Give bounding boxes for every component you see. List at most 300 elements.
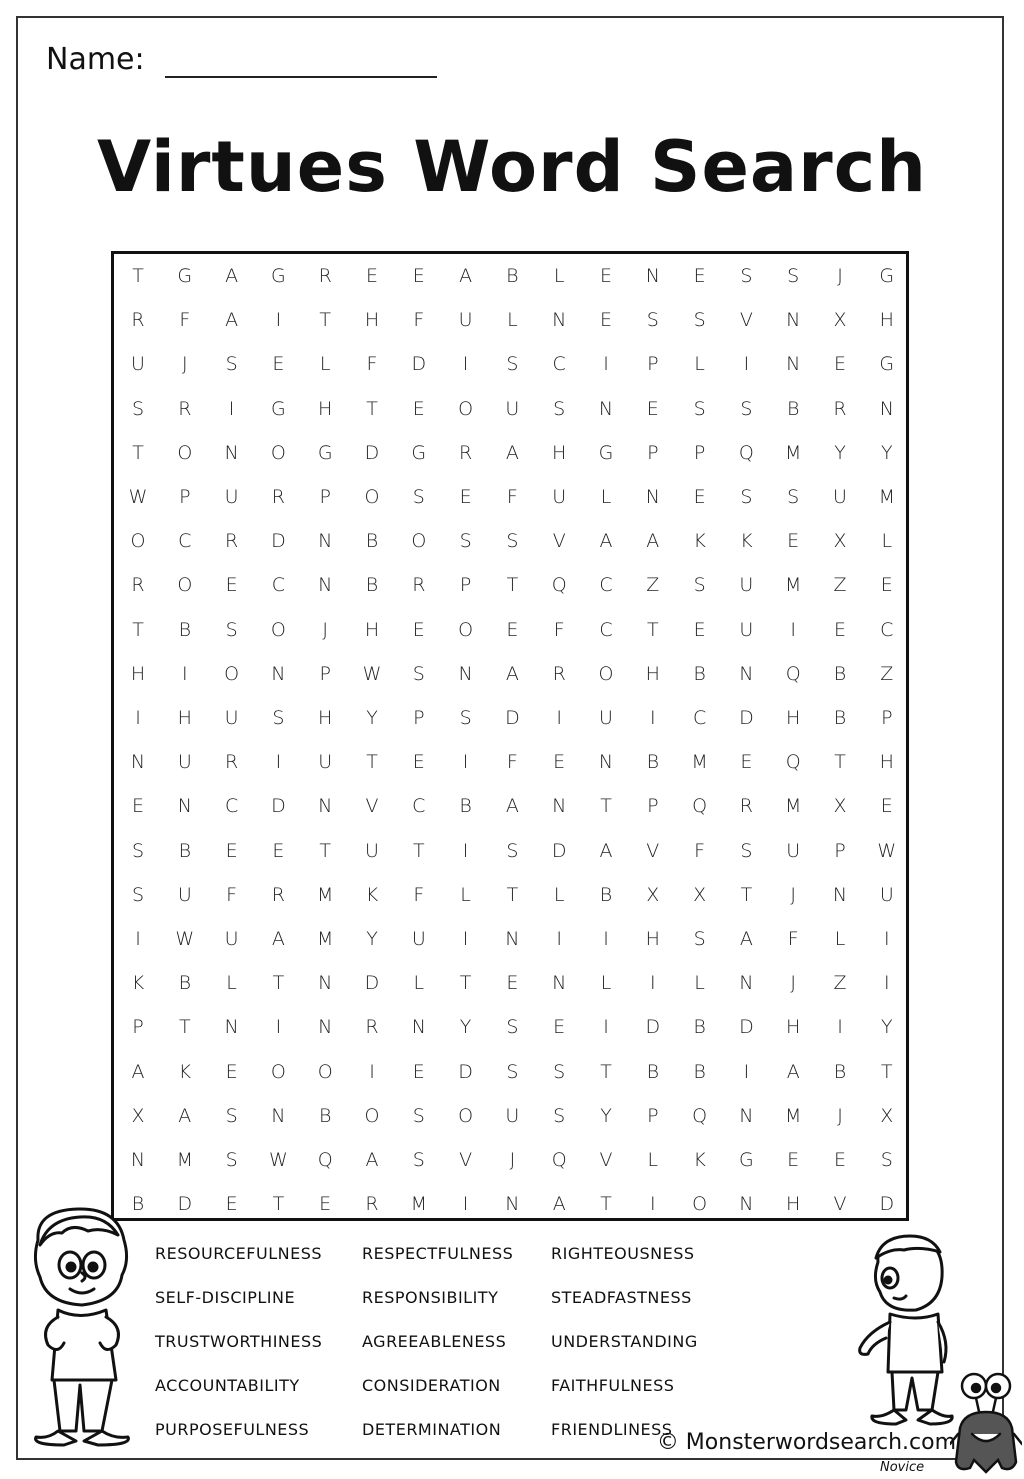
grid-letter[interactable]: T (272, 972, 285, 995)
grid-letter[interactable]: I (649, 1193, 656, 1216)
grid-letter[interactable]: X (833, 530, 847, 553)
grid-letter[interactable]: D (645, 1016, 661, 1039)
grid-letter[interactable]: J (322, 618, 328, 641)
grid-letter[interactable]: A (225, 309, 239, 332)
grid-letter[interactable]: N (598, 397, 614, 420)
grid-letter[interactable]: X (880, 1104, 894, 1127)
grid-letter[interactable]: A (365, 1149, 379, 1171)
grid-letter[interactable]: E (365, 265, 378, 287)
grid-letter[interactable]: S (740, 397, 753, 420)
grid-letter[interactable]: A (178, 1104, 192, 1127)
grid-letter[interactable]: V (739, 309, 753, 332)
grid-letter[interactable]: E (880, 574, 893, 597)
grid-letter[interactable]: Q (785, 662, 801, 685)
grid-letter[interactable]: C (224, 795, 239, 818)
grid-letter[interactable]: E (272, 353, 285, 376)
grid-letter[interactable]: X (833, 795, 847, 818)
grid-letter[interactable]: H (786, 1193, 801, 1216)
grid-letter[interactable]: T (834, 751, 846, 774)
grid-letter[interactable]: N (458, 662, 473, 685)
grid-letter[interactable]: Y (366, 928, 378, 950)
grid-letter[interactable]: T (178, 1016, 191, 1039)
grid-letter[interactable]: X (646, 883, 660, 906)
grid-letter[interactable]: B (833, 1060, 847, 1083)
grid-letter[interactable]: E (693, 486, 706, 508)
grid-letter[interactable]: N (318, 574, 333, 597)
grid-letter[interactable]: N (271, 662, 286, 685)
grid-letter[interactable]: S (506, 1016, 519, 1039)
grid-letter[interactable]: N (552, 972, 567, 995)
grid-letter[interactable]: E (833, 618, 846, 641)
grid-letter[interactable]: T (740, 883, 753, 906)
grid-letter[interactable]: P (132, 1016, 144, 1039)
grid-letter[interactable]: N (552, 795, 567, 818)
grid-letter[interactable]: R (271, 486, 285, 508)
grid-letter[interactable]: D (739, 1016, 754, 1039)
grid-letter[interactable]: A (599, 530, 613, 553)
grid-letter[interactable]: B (178, 618, 192, 641)
grid-letter[interactable]: E (225, 839, 238, 862)
grid-letter[interactable]: N (739, 972, 754, 995)
grid-letter[interactable]: B (365, 530, 379, 553)
grid-letter[interactable]: S (412, 1104, 425, 1127)
grid-letter[interactable]: I (603, 928, 609, 950)
grid-letter[interactable]: L (834, 928, 846, 950)
grid-letter[interactable]: B (786, 397, 800, 420)
grid-letter[interactable]: S (693, 397, 706, 420)
grid-letter[interactable]: B (833, 707, 847, 729)
grid-letter[interactable]: N (552, 309, 567, 332)
grid-letter[interactable]: H (130, 662, 146, 685)
grid-letter[interactable]: E (412, 751, 425, 774)
grid-letter[interactable]: J (790, 972, 796, 995)
grid-letter[interactable]: U (739, 618, 754, 641)
grid-letter[interactable]: U (552, 486, 567, 508)
grid-letter[interactable]: F (553, 618, 565, 641)
grid-letter[interactable]: Y (366, 707, 378, 729)
grid-letter[interactable]: H (879, 751, 894, 774)
grid-letter[interactable]: N (645, 265, 660, 287)
grid-letter[interactable]: I (556, 928, 562, 950)
grid-letter[interactable]: L (507, 309, 518, 332)
grid-letter[interactable]: N (832, 883, 848, 906)
grid-letter[interactable]: S (880, 1149, 893, 1171)
grid-letter[interactable]: V (459, 1149, 473, 1171)
grid-letter[interactable]: N (505, 928, 520, 950)
grid-letter[interactable]: U (224, 486, 239, 508)
grid-letter[interactable]: E (693, 265, 706, 287)
grid-letter[interactable]: L (694, 972, 705, 995)
grid-letter[interactable]: E (225, 1193, 238, 1216)
grid-letter[interactable]: H (318, 707, 333, 729)
grid-letter[interactable]: S (553, 397, 566, 420)
grid-letter[interactable]: N (224, 1016, 239, 1039)
grid-letter[interactable]: R (178, 397, 192, 420)
grid-letter[interactable]: P (179, 486, 191, 508)
grid-letter[interactable]: S (693, 928, 706, 950)
grid-letter[interactable]: M (316, 928, 334, 950)
grid-letter[interactable]: S (459, 530, 472, 553)
grid-letter[interactable]: T (366, 751, 378, 774)
grid-letter[interactable]: B (833, 662, 847, 685)
grid-letter[interactable]: G (411, 441, 427, 464)
grid-letter[interactable]: H (879, 309, 894, 332)
grid-letter[interactable]: D (505, 707, 520, 729)
grid-letter[interactable]: O (270, 1060, 286, 1083)
grid-letter[interactable]: E (833, 353, 846, 376)
grid-letter[interactable]: R (412, 574, 426, 597)
grid-letter[interactable]: R (131, 309, 145, 332)
grid-letter[interactable]: I (228, 397, 235, 420)
grid-letter[interactable]: S (272, 707, 285, 729)
grid-letter[interactable]: Y (834, 441, 846, 464)
grid-letter[interactable]: Z (646, 574, 660, 597)
grid-letter[interactable]: E (225, 574, 238, 597)
grid-letter[interactable]: S (131, 883, 145, 906)
grid-letter[interactable]: N (224, 441, 239, 464)
grid-letter[interactable]: N (645, 486, 660, 508)
grid-letter[interactable]: G (317, 441, 333, 464)
grid-letter[interactable]: S (131, 839, 145, 862)
grid-letter[interactable]: T (506, 883, 519, 906)
grid-letter[interactable]: G (271, 265, 286, 287)
grid-letter[interactable]: H (318, 397, 333, 420)
grid-letter[interactable]: N (411, 1016, 426, 1039)
grid-letter[interactable]: N (318, 972, 333, 995)
grid-letter[interactable]: B (693, 1016, 706, 1039)
grid-letter[interactable]: M (176, 1149, 193, 1171)
name-field[interactable] (165, 76, 437, 78)
grid-letter[interactable]: E (599, 265, 612, 287)
grid-letter[interactable]: P (647, 1104, 659, 1127)
grid-letter[interactable]: G (879, 353, 895, 376)
grid-letter[interactable]: M (784, 441, 802, 464)
grid-letter[interactable]: Q (692, 1104, 708, 1127)
grid-letter[interactable]: M (784, 574, 802, 597)
grid-letter[interactable]: T (132, 265, 144, 287)
grid-letter[interactable]: Y (880, 441, 893, 464)
grid-letter[interactable]: T (366, 397, 378, 420)
grid-letter[interactable]: U (505, 397, 520, 420)
grid-letter[interactable]: I (181, 662, 188, 685)
grid-letter[interactable]: O (364, 1104, 380, 1127)
grid-letter[interactable]: Q (692, 795, 708, 818)
grid-letter[interactable]: N (739, 662, 754, 685)
grid-letter[interactable]: S (693, 574, 706, 597)
grid-letter[interactable]: S (459, 707, 472, 729)
grid-letter[interactable]: S (740, 486, 753, 508)
grid-letter[interactable]: C (178, 530, 192, 553)
grid-letter[interactable]: H (645, 662, 660, 685)
grid-letter[interactable]: I (649, 972, 656, 995)
grid-letter[interactable]: G (271, 397, 286, 420)
grid-letter[interactable]: S (646, 309, 659, 332)
grid-letter[interactable]: L (553, 265, 565, 287)
grid-letter[interactable]: U (177, 751, 192, 774)
grid-letter[interactable]: E (412, 397, 425, 420)
grid-letter[interactable]: A (739, 928, 753, 950)
grid-letter[interactable]: N (739, 1104, 754, 1127)
grid-letter[interactable]: F (366, 353, 378, 376)
grid-letter[interactable]: A (131, 1060, 145, 1083)
grid-letter[interactable]: H (552, 441, 567, 464)
grid-letter[interactable]: E (459, 486, 472, 508)
grid-letter[interactable]: V (833, 1193, 847, 1216)
grid-letter[interactable]: C (271, 574, 286, 597)
grid-letter[interactable]: F (226, 883, 238, 906)
grid-letter[interactable]: J (837, 265, 843, 287)
grid-letter[interactable]: L (226, 972, 237, 995)
grid-letter[interactable]: N (271, 1104, 286, 1127)
grid-letter[interactable]: P (693, 441, 706, 464)
grid-letter[interactable]: I (462, 353, 469, 376)
grid-letter[interactable]: G (879, 265, 895, 287)
grid-letter[interactable]: Z (833, 574, 847, 597)
grid-letter[interactable]: C (552, 353, 566, 376)
grid-letter[interactable]: P (319, 486, 331, 508)
grid-letter[interactable]: P (647, 795, 659, 818)
grid-letter[interactable]: E (506, 618, 519, 641)
grid-letter[interactable]: W (362, 662, 382, 685)
grid-letter[interactable]: U (411, 928, 426, 950)
grid-letter[interactable]: S (412, 486, 425, 508)
grid-letter[interactable]: S (412, 662, 425, 685)
grid-letter[interactable]: E (506, 972, 519, 995)
grid-letter[interactable]: A (505, 795, 519, 818)
grid-letter[interactable]: R (365, 1016, 379, 1039)
grid-letter[interactable]: L (460, 883, 471, 906)
grid-letter[interactable]: C (599, 574, 613, 597)
grid-letter[interactable]: R (833, 397, 847, 420)
grid-letter[interactable]: S (131, 397, 145, 420)
grid-letter[interactable]: H (364, 309, 380, 332)
grid-letter[interactable]: O (270, 441, 286, 464)
grid-letter[interactable]: G (739, 1149, 754, 1171)
grid-letter[interactable]: N (879, 397, 894, 420)
grid-letter[interactable]: S (225, 1104, 238, 1127)
grid-letter[interactable]: D (271, 530, 286, 553)
grid-letter[interactable]: U (318, 751, 333, 774)
grid-letter[interactable]: P (319, 662, 331, 685)
grid-letter[interactable]: B (131, 1193, 145, 1216)
grid-letter[interactable]: V (552, 530, 566, 553)
grid-letter[interactable]: K (693, 530, 706, 553)
grid-letter[interactable]: S (506, 353, 519, 376)
grid-letter[interactable]: J (790, 883, 796, 906)
grid-letter[interactable]: M (316, 883, 334, 906)
grid-letter[interactable]: W (175, 928, 195, 950)
grid-letter[interactable]: U (599, 707, 613, 729)
grid-letter[interactable]: D (364, 972, 380, 995)
grid-letter[interactable]: M (784, 1104, 802, 1127)
grid-letter[interactable]: U (739, 574, 754, 597)
grid-letter[interactable]: G (598, 441, 614, 464)
grid-letter[interactable]: C (412, 795, 426, 818)
grid-letter[interactable]: X (833, 309, 847, 332)
grid-letter[interactable]: I (462, 928, 469, 950)
grid-letter[interactable]: I (837, 1016, 843, 1039)
grid-letter[interactable]: F (413, 309, 425, 332)
grid-letter[interactable]: O (177, 441, 193, 464)
grid-letter[interactable]: B (178, 839, 192, 862)
grid-letter[interactable]: P (413, 707, 425, 729)
grid-letter[interactable]: U (177, 883, 192, 906)
grid-letter[interactable]: Q (785, 751, 801, 774)
grid-letter[interactable]: R (224, 530, 239, 553)
grid-letter[interactable]: I (462, 839, 469, 862)
grid-letter[interactable]: Q (738, 441, 754, 464)
grid-letter[interactable]: Q (551, 1149, 567, 1171)
grid-letter[interactable]: A (225, 265, 239, 287)
grid-letter[interactable]: A (505, 441, 519, 464)
grid-letter[interactable]: A (552, 1193, 566, 1216)
grid-letter[interactable]: O (692, 1193, 708, 1216)
grid-letter[interactable]: S (740, 265, 753, 287)
grid-letter[interactable]: E (833, 1149, 846, 1171)
grid-letter[interactable]: I (135, 707, 141, 729)
grid-letter[interactable]: S (553, 1060, 566, 1083)
grid-letter[interactable]: W (268, 1149, 288, 1171)
grid-letter[interactable]: R (552, 662, 566, 685)
grid-letter[interactable]: G (177, 265, 193, 287)
grid-letter[interactable]: S (225, 353, 238, 376)
grid-letter[interactable]: N (786, 353, 801, 376)
grid-letter[interactable]: D (551, 839, 567, 862)
grid-letter[interactable]: A (459, 265, 473, 287)
grid-letter[interactable]: S (225, 1149, 238, 1171)
grid-letter[interactable]: S (693, 309, 706, 332)
grid-letter[interactable]: B (318, 1104, 332, 1127)
grid-letter[interactable]: L (553, 883, 565, 906)
grid-letter[interactable]: Q (551, 574, 567, 597)
grid-letter[interactable]: M (784, 795, 802, 818)
grid-letter[interactable]: U (365, 839, 379, 862)
grid-letter[interactable]: O (458, 618, 474, 641)
grid-letter[interactable]: U (224, 707, 239, 729)
grid-letter[interactable]: U (879, 883, 894, 906)
grid-letter[interactable]: T (319, 309, 331, 332)
grid-letter[interactable]: O (270, 618, 286, 641)
grid-letter[interactable]: T (600, 795, 612, 818)
grid-letter[interactable]: C (692, 707, 707, 729)
grid-letter[interactable]: M (410, 1193, 427, 1216)
grid-letter[interactable]: A (505, 662, 519, 685)
grid-letter[interactable]: L (647, 1149, 659, 1171)
grid-letter[interactable]: I (790, 618, 796, 641)
grid-letter[interactable]: N (598, 751, 614, 774)
grid-letter[interactable]: L (600, 972, 612, 995)
grid-letter[interactable]: H (786, 1016, 801, 1039)
grid-letter[interactable]: O (458, 1104, 474, 1127)
grid-letter[interactable]: Y (459, 1016, 472, 1039)
grid-letter[interactable]: R (365, 1193, 379, 1216)
grid-letter[interactable]: K (178, 1060, 192, 1083)
grid-letter[interactable]: E (787, 530, 800, 553)
grid-letter[interactable]: J (509, 1149, 516, 1171)
grid-letter[interactable]: B (599, 883, 613, 906)
grid-letter[interactable]: R (739, 795, 753, 818)
grid-letter[interactable]: F (787, 928, 799, 950)
grid-letter[interactable]: I (883, 972, 890, 995)
grid-letter[interactable]: A (599, 839, 613, 862)
grid-letter[interactable]: U (131, 353, 145, 376)
grid-letter[interactable]: S (740, 839, 753, 862)
grid-letter[interactable]: D (411, 353, 427, 376)
grid-letter[interactable]: I (603, 353, 609, 376)
grid-letter[interactable]: W (128, 486, 148, 508)
grid-letter[interactable]: I (275, 751, 282, 774)
grid-letter[interactable]: K (365, 883, 379, 906)
grid-letter[interactable]: V (646, 839, 660, 862)
grid-letter[interactable]: L (600, 486, 612, 508)
grid-letter[interactable]: F (694, 839, 706, 862)
grid-letter[interactable]: O (177, 574, 193, 597)
grid-letter[interactable]: P (459, 574, 472, 597)
grid-letter[interactable]: F (179, 309, 191, 332)
grid-letter[interactable]: M (691, 751, 708, 774)
grid-letter[interactable]: T (459, 972, 472, 995)
grid-letter[interactable]: T (600, 1193, 612, 1216)
grid-letter[interactable]: N (318, 795, 333, 818)
grid-letter[interactable]: B (178, 972, 192, 995)
grid-letter[interactable]: F (413, 883, 425, 906)
grid-letter[interactable]: E (553, 751, 566, 774)
grid-letter[interactable]: S (412, 1149, 425, 1171)
grid-letter[interactable]: S (506, 839, 519, 862)
grid-letter[interactable]: I (369, 1060, 375, 1083)
grid-letter[interactable]: X (131, 1104, 145, 1127)
grid-letter[interactable]: O (458, 397, 474, 420)
grid-letter[interactable]: E (553, 1016, 566, 1039)
grid-letter[interactable]: D (739, 707, 754, 729)
grid-letter[interactable]: P (881, 707, 893, 729)
grid-letter[interactable]: Y (600, 1104, 612, 1127)
grid-letter[interactable]: R (458, 441, 473, 464)
grid-letter[interactable]: N (130, 751, 146, 774)
grid-letter[interactable]: F (506, 751, 518, 774)
grid-letter[interactable]: E (693, 618, 706, 641)
grid-letter[interactable]: S (787, 265, 800, 287)
grid-letter[interactable]: O (411, 530, 427, 553)
grid-letter[interactable]: V (365, 795, 379, 818)
grid-letter[interactable]: I (649, 707, 656, 729)
grid-letter[interactable]: B (693, 662, 706, 685)
grid-letter[interactable]: R (224, 751, 239, 774)
grid-letter[interactable]: N (739, 1193, 754, 1216)
grid-letter[interactable]: J (181, 353, 188, 376)
grid-letter[interactable]: H (645, 928, 660, 950)
grid-letter[interactable]: Y (880, 1016, 893, 1039)
grid-letter[interactable]: U (786, 839, 801, 862)
grid-letter[interactable]: B (646, 1060, 660, 1083)
grid-letter[interactable]: I (462, 751, 469, 774)
grid-letter[interactable]: S (787, 486, 800, 508)
grid-letter[interactable]: E (412, 618, 425, 641)
grid-letter[interactable]: J (837, 1104, 843, 1127)
grid-letter[interactable]: K (740, 530, 753, 553)
grid-letter[interactable]: L (694, 353, 705, 376)
grid-letter[interactable]: R (271, 883, 285, 906)
grid-letter[interactable]: D (177, 1193, 193, 1216)
grid-letter[interactable]: U (833, 486, 847, 508)
grid-letter[interactable]: H (786, 707, 801, 729)
grid-letter[interactable]: E (272, 839, 285, 862)
grid-letter[interactable]: N (318, 530, 333, 553)
grid-letter[interactable]: S (506, 1060, 519, 1083)
grid-letter[interactable]: T (412, 839, 425, 862)
grid-letter[interactable]: B (693, 1060, 706, 1083)
grid-letter[interactable]: O (130, 530, 146, 553)
